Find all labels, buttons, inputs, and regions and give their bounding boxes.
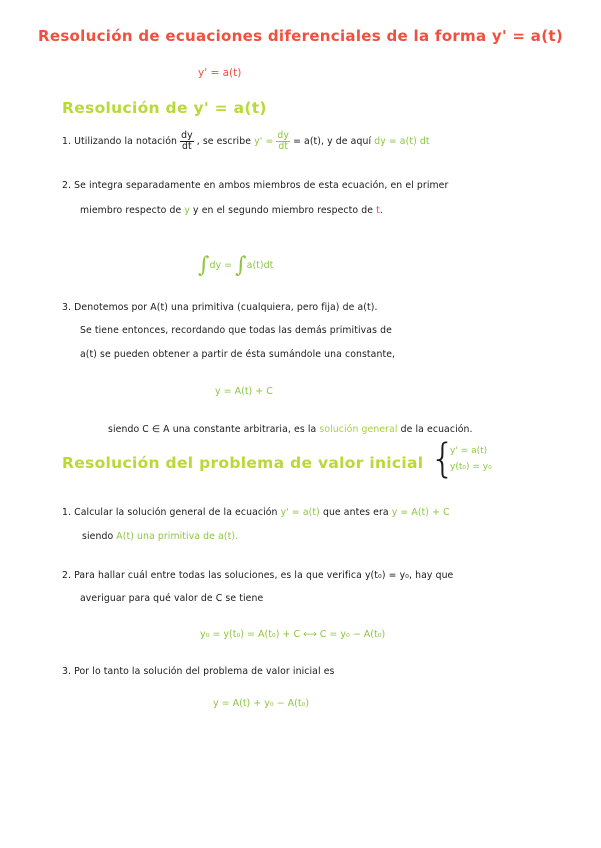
s1-step1-num: 1. bbox=[62, 135, 72, 147]
s1-step2-line1-text: Se integra separadamente en ambos miembros de esta ecuación, en el primer bbox=[74, 180, 449, 191]
s1-step2-line1 bbox=[62, 180, 448, 191]
s1-step3-line1 bbox=[62, 302, 378, 313]
integral-left: dy bbox=[209, 260, 222, 271]
s2-step3-line1 bbox=[62, 666, 334, 677]
s1-step3-line4 bbox=[108, 424, 473, 435]
s1-step3-line2: Se tiene entonces, recordando que todas las demás primitivas de bbox=[80, 325, 392, 336]
s1-step1-text-b: , se escribe bbox=[196, 135, 252, 147]
integral-sign-right: ∫ bbox=[235, 253, 247, 278]
page-title: Resolución de ecuaciones diferenciales de la forma y' = a(t) bbox=[38, 27, 564, 45]
s1-step1-eq-a: y' = bbox=[254, 135, 274, 147]
s2-step1-text-b: que antes era bbox=[322, 507, 389, 518]
s2-step1-line2 bbox=[82, 531, 238, 542]
integral-sign-left: ∫ bbox=[198, 253, 210, 278]
s1-step3-line1-text: Denotemos por A(t) una primitiva (cualquiera, pero fija) de a(t). bbox=[74, 302, 378, 313]
s1-step1-result: dy = a(t) dt bbox=[374, 135, 430, 147]
s2-step3-num: 3. bbox=[62, 666, 72, 677]
s1-step3-num: 3. bbox=[62, 302, 72, 313]
s1-step1-fraction bbox=[180, 131, 194, 152]
s1-step3-line4-a: siendo C ∈ A una constante arbitraria, es la bbox=[108, 424, 317, 435]
system-eq-2: y(t₀) = y₀ bbox=[450, 461, 492, 472]
s1-step1-eq-fraction bbox=[276, 131, 290, 152]
s1-step2-line2-b: y en el segundo miembro respecto de bbox=[193, 205, 374, 216]
s1-step2-var-y: y bbox=[184, 205, 190, 216]
s1-step2-num: 2. bbox=[62, 180, 72, 191]
section-2-heading: Resolución del problema de valor inicial bbox=[62, 454, 424, 472]
s2-step1-line2-a: siendo bbox=[82, 531, 114, 542]
integral-equals: = bbox=[224, 260, 233, 271]
integral-right: a(t)dt bbox=[246, 260, 274, 271]
s2-step3-equation: y = A(t) + y₀ − A(t₀) bbox=[213, 698, 310, 709]
s2-step1-text-a: Calcular la solución general de la ecuación bbox=[74, 507, 278, 518]
s1-step2-line2-a: miembro respecto de bbox=[80, 205, 182, 216]
s2-step2-equation: y₀ = y(t₀) = A(t₀) + C ⟷ C = y₀ − A(t₀) bbox=[200, 629, 386, 640]
s1-step1-frac-num: dy bbox=[181, 130, 193, 141]
s1-step1-eq-b: = a(t), y de aquí bbox=[293, 135, 372, 147]
s2-step1-eq2: y = A(t) + C bbox=[391, 507, 450, 518]
s1-step3-line3: a(t) se pueden obtener a partir de ésta sumándole una constante, bbox=[80, 349, 396, 360]
system-eq-1: y' = a(t) bbox=[450, 446, 488, 456]
s1-step2-var-t: t bbox=[376, 205, 380, 216]
s1-step3-line4-b: de la ecuación. bbox=[400, 424, 473, 435]
intro-equation: y' = a(t) bbox=[198, 67, 242, 79]
s1-step2-line2-end: . bbox=[379, 205, 383, 216]
initial-value-system bbox=[450, 444, 492, 476]
s2-step1-line1 bbox=[62, 507, 450, 518]
integral-equation bbox=[198, 253, 273, 278]
s2-step3-line1-text: Por lo tanto la solución del problema de valor inicial es bbox=[74, 666, 335, 677]
s2-step1-num: 1. bbox=[62, 507, 72, 518]
s1-step1-frac-den: dt bbox=[181, 140, 192, 152]
s1-step1-eq-frac-den: dt bbox=[278, 140, 289, 152]
s2-step1-line2-hl: A(t) una primitiva de a(t). bbox=[116, 531, 239, 542]
s1-step2-line2 bbox=[80, 205, 383, 216]
s1-step1 bbox=[62, 131, 430, 152]
general-solution-highlight: solución general bbox=[319, 424, 398, 435]
section-1-heading: Resolución de y' = a(t) bbox=[62, 99, 267, 117]
s1-step3-equation: y = A(t) + C bbox=[215, 386, 273, 397]
s2-step2-num: 2. bbox=[62, 570, 72, 581]
s1-step1-text-a: Utilizando la notación bbox=[74, 135, 177, 147]
system-brace: { bbox=[430, 436, 456, 482]
s2-step2-line2: averiguar para qué valor de C se tiene bbox=[80, 593, 264, 604]
s1-step1-eq-frac-num: dy bbox=[277, 130, 290, 141]
s2-step1-eq1: y' = a(t) bbox=[280, 507, 320, 518]
s2-step2-line1-text: Para hallar cuál entre todas las soluciones, es la que verifica y(t₀) = y₀, hay que bbox=[74, 570, 454, 581]
s2-step2-line1 bbox=[62, 570, 453, 581]
